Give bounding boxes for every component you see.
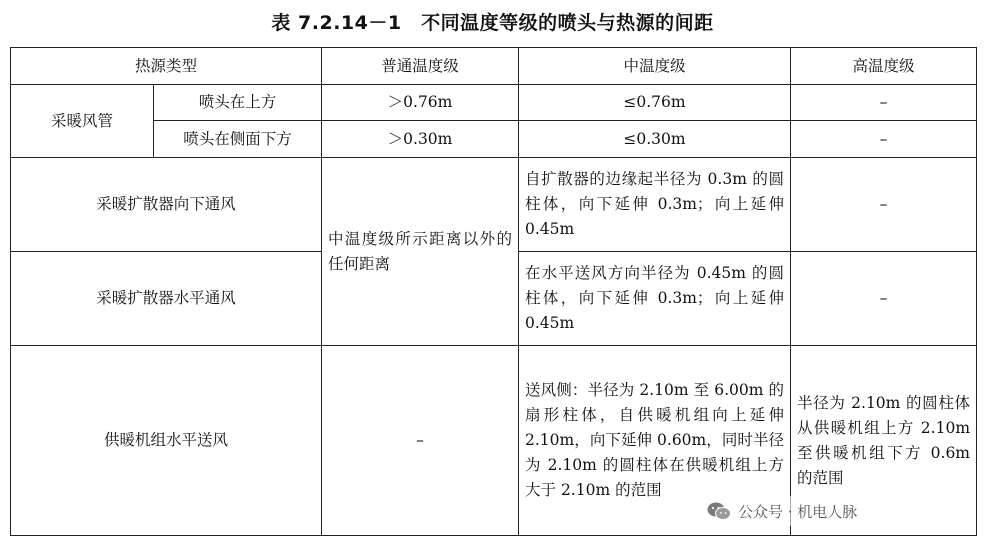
diffuser-ordinary: 中温度级所示距离以外的任何距离 xyxy=(322,158,519,346)
duct-above-high: – xyxy=(791,85,977,121)
table-row xyxy=(11,85,977,121)
unit-heater-high: 半径为 2.10m 的圆柱体从供暖机组上方 2.10m 至供暖机组下方 0.6m 的范围 xyxy=(791,346,977,536)
duct-above-intermediate: ≤0.76m xyxy=(519,85,791,121)
duct-side-ordinary: ＞0.30m xyxy=(322,121,519,158)
table-title: 表 7.2.14－1 不同温度等级的喷头与热源的间距 xyxy=(271,12,714,34)
diffuser-horizontal-intermediate: 在水平送风方向半径为 0.45m 的圆柱体，向下延伸 0.3m；向上延伸 0.45m xyxy=(519,252,791,346)
header-heat-source: 热源类型 xyxy=(11,48,322,85)
table-row xyxy=(11,121,977,158)
duct-side-high: – xyxy=(791,121,977,158)
duct-above-ordinary: ＞0.76m xyxy=(322,85,519,121)
unit-heater-label: 供暖机组水平送风 xyxy=(11,346,322,536)
header-row xyxy=(11,48,977,85)
watermark xyxy=(700,496,863,526)
duct-side-sub: 喷头在侧面下方 xyxy=(154,121,322,158)
header-intermediate: 中温度级 xyxy=(519,48,791,85)
spacing-table xyxy=(10,47,977,536)
diffuser-down-intermediate: 自扩散器的边缘起半径为 0.3m 的圆柱体，向下延伸 0.3m；向上延伸 0.45m xyxy=(519,158,791,252)
unit-heater-ordinary: – xyxy=(322,346,519,536)
header-high: 高温度级 xyxy=(791,48,977,85)
unit-heater-intermediate: 送风侧：半径为 2.10m 至 6.00m 的扇形柱体，自供暖机组向上延伸 2.10m，向下延伸 0.60m，同时半径为 2.10m 的圆柱体在供暖机组上方大于 2.10m 的范围 xyxy=(519,346,791,536)
header-ordinary: 普通温度级 xyxy=(322,48,519,85)
diffuser-down-label: 采暖扩散器向下通风 xyxy=(11,158,322,252)
duct-side-intermediate: ≤0.30m xyxy=(519,121,791,158)
diffuser-horizontal-high: – xyxy=(791,252,977,346)
wechat-icon xyxy=(706,501,732,521)
diffuser-horizontal-label: 采暖扩散器水平通风 xyxy=(11,252,322,346)
duct-label: 采暖风管 xyxy=(11,85,154,158)
duct-above-sub: 喷头在上方 xyxy=(154,85,322,121)
table-row xyxy=(11,158,977,252)
watermark-text: 公众号 · 机电人脉 xyxy=(738,502,858,521)
diffuser-down-high: – xyxy=(791,158,977,252)
